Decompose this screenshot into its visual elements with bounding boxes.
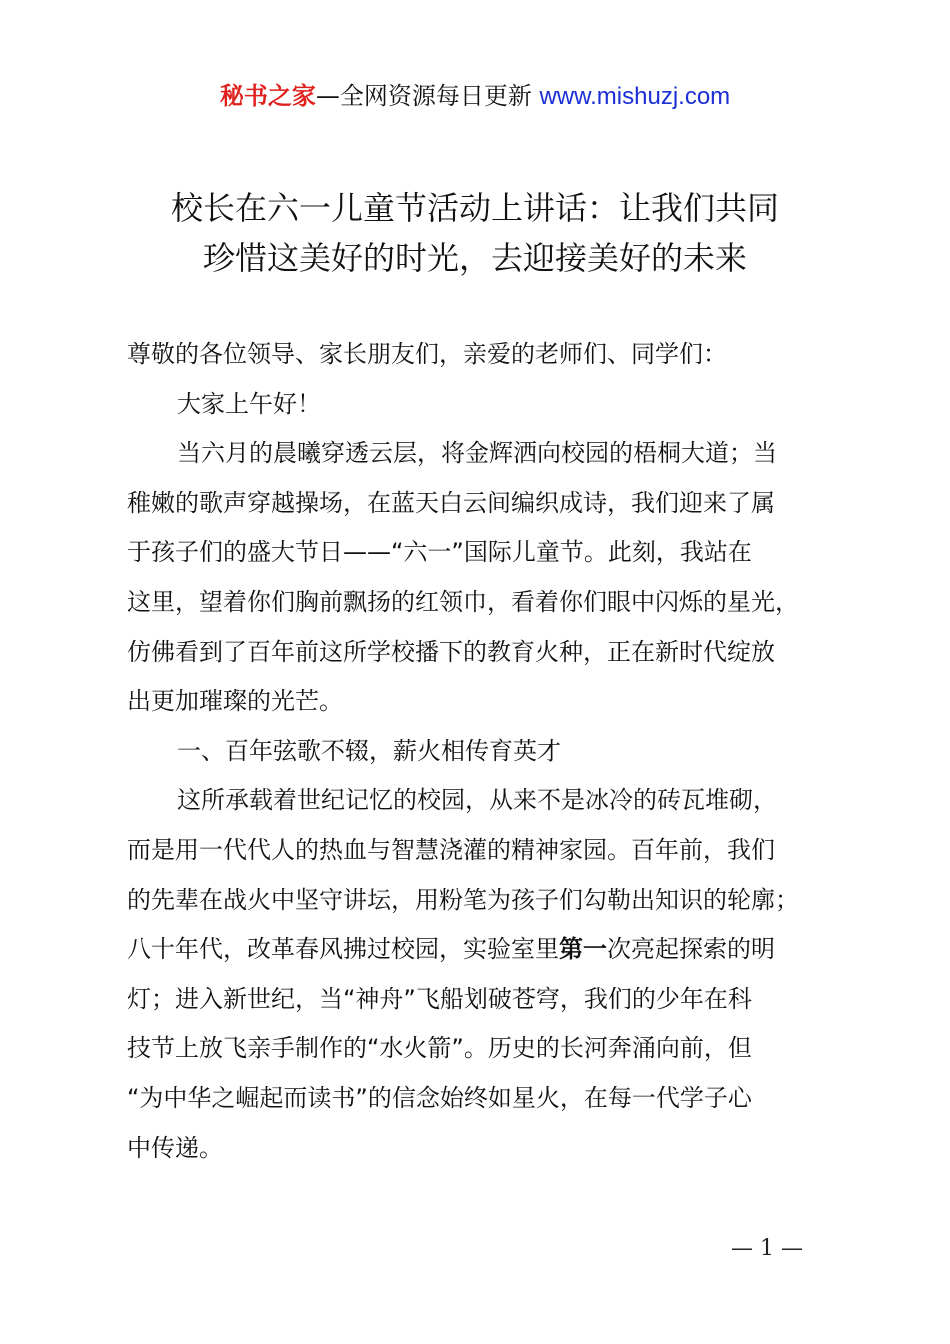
paragraph-line: 技节上放飞亲手制作的“水火箭”。历史的长河奔涌向前，但	[127, 1034, 752, 1063]
page-number: — 1 —	[731, 1236, 803, 1261]
title-line-1: 校长在六一儿童节活动上讲话：让我们共同	[170, 189, 779, 227]
paragraph-line: 稚嫩的歌声穿越操场，在蓝天白云间编织成诗，我们迎来了属	[127, 488, 775, 517]
line-text: 八十年代，改革春风拂过校园，实验室里	[127, 935, 559, 964]
paragraph-line: “为中华之崛起而读书”的信念始终如星火，在每一代学子心	[127, 1083, 752, 1112]
document-body	[127, 330, 842, 1173]
document-title	[100, 183, 850, 283]
paragraph-line: 而是用一代代人的热血与智慧浇灌的精神家园。百年前，我们	[127, 835, 775, 864]
paragraph-line: 当六月的晨曦穿透云层，将金辉洒向校园的梧桐大道；当	[177, 439, 777, 468]
line-text: 次亮起探索的明	[607, 935, 775, 964]
greeting: 大家上午好！	[177, 389, 321, 418]
paragraph-line: 仿佛看到了百年前这所学校播下的教育火种，正在新时代绽放	[127, 637, 775, 666]
section-heading-1: 一、百年弦歌不辍，薪火相传育英才	[177, 736, 561, 765]
header-slogan: —全网资源每日更新	[315, 82, 532, 110]
paragraph-line: 这里，望着你们胸前飘扬的红领巾，看着你们眼中闪烁的星光，	[127, 587, 799, 616]
paragraph-line	[127, 925, 842, 975]
site-url-link[interactable]: www.mishuzj.com	[539, 83, 731, 110]
paragraph-line: 的先辈在战火中坚守讲坛，用粉笔为孩子们勾勒出知识的轮廓；	[127, 885, 799, 914]
bold-emphasis: 第一	[559, 935, 607, 964]
paragraph-line: 灯；进入新世纪，当“神舟”飞船划破苍穹，我们的少年在科	[127, 984, 752, 1013]
paragraph-1	[127, 429, 842, 727]
paragraph-2	[127, 776, 842, 1173]
site-header	[0, 80, 950, 113]
paragraph-line: 于孩子们的盛大节日——“六一”国际儿童节。此刻，我站在	[127, 538, 752, 567]
salutation: 尊敬的各位领导、家长朋友们，亲爱的老师们、同学们：	[127, 340, 727, 368]
paragraph-line: 中传递。	[127, 1133, 223, 1162]
title-line-2: 珍惜这美好的时光，去迎接美好的未来	[202, 239, 747, 277]
paragraph-line: 这所承载着世纪记忆的校园，从来不是冰冷的砖瓦堆砌，	[177, 786, 777, 815]
paragraph-line: 出更加璀璨的光芒。	[127, 687, 343, 716]
brand-name: 秘书之家	[219, 82, 316, 110]
